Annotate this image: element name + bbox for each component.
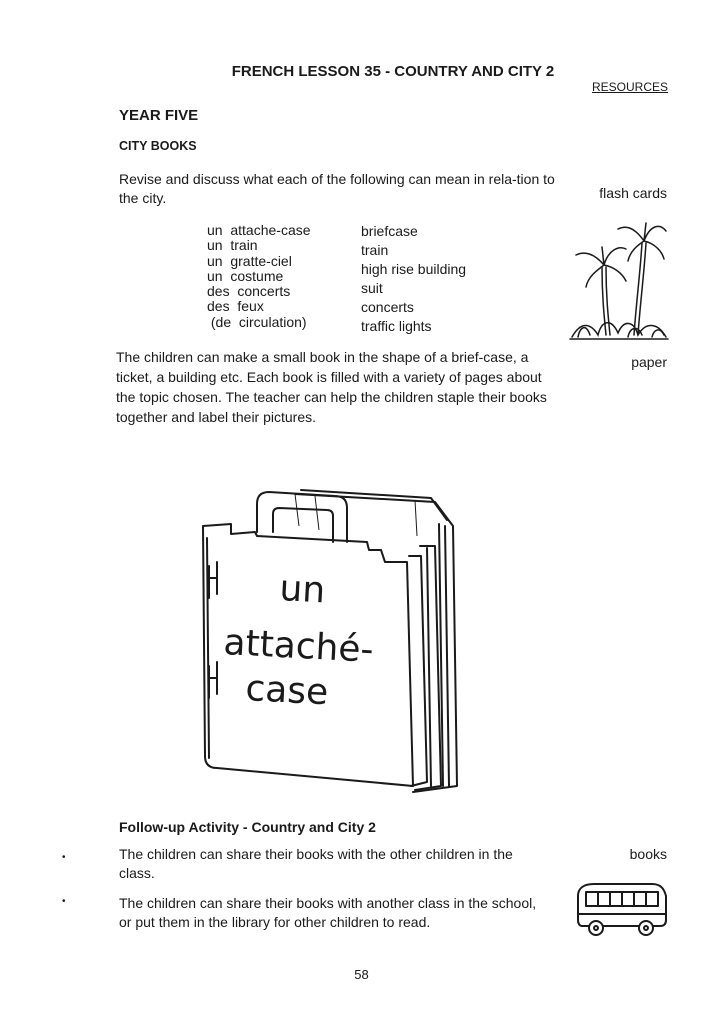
french-vocab-item: (de circulation)	[207, 313, 307, 330]
intro-text: Revise and discuss what each of the following can mean in rela-tion to the city.	[119, 171, 555, 206]
french-vocab-item: des concerts	[207, 283, 291, 300]
bus-illustration	[572, 878, 670, 940]
followup-title: Follow-up Activity - Country and City 2	[119, 819, 376, 835]
illustration-label-line1: un	[278, 568, 327, 612]
french-vocab-item: des feux	[207, 298, 264, 315]
english-vocab-item: high rise building	[361, 261, 467, 277]
palm-tree-illustration	[568, 215, 670, 345]
year-heading: YEAR FIVE	[119, 107, 199, 124]
resource-flash-cards: flash cards	[599, 185, 667, 201]
section-subtitle: CITY BOOKS	[119, 139, 197, 153]
activity-paragraph: The children can make a small book in the shape of a brief-case, a ticket, a building etc. Each book is filled with a variety of pages about the topic chosen. The teacher can help the children staple their books together and label their pictures.	[116, 349, 547, 425]
english-vocab-list	[361, 222, 466, 336]
resources-heading: RESOURCES	[591, 80, 668, 94]
bullet-icon: •	[62, 852, 66, 863]
english-vocab-item: train	[361, 242, 389, 258]
french-vocab-list	[207, 223, 311, 330]
page-number: 58	[354, 967, 369, 982]
resource-books: books	[629, 846, 667, 862]
followup-item: The children can share their books with another class in the school, or put them in the library for other children to read.	[119, 895, 537, 930]
french-vocab-item: un gratte-ciel	[207, 252, 292, 269]
french-vocab-item: un attache-case	[207, 222, 311, 238]
french-vocab-item: un costume	[207, 267, 284, 284]
french-vocab-item: un train	[207, 237, 258, 254]
illustration-label-line3: case	[244, 668, 330, 714]
english-vocab-item: traffic lights	[361, 318, 432, 334]
english-vocab-item: concerts	[361, 299, 414, 315]
resource-paper: paper	[631, 354, 667, 370]
briefcase-book-illustration	[195, 486, 475, 798]
english-vocab-item: briefcase	[361, 223, 418, 239]
page-title: FRENCH LESSON 35 - COUNTRY AND CITY 2	[231, 63, 555, 80]
bullet-icon: •	[62, 896, 66, 907]
followup-item: The children can share their books with the other children in the class.	[119, 846, 513, 881]
illustration-label-line2: attaché-	[222, 622, 375, 671]
english-vocab-item: suit	[361, 280, 383, 296]
